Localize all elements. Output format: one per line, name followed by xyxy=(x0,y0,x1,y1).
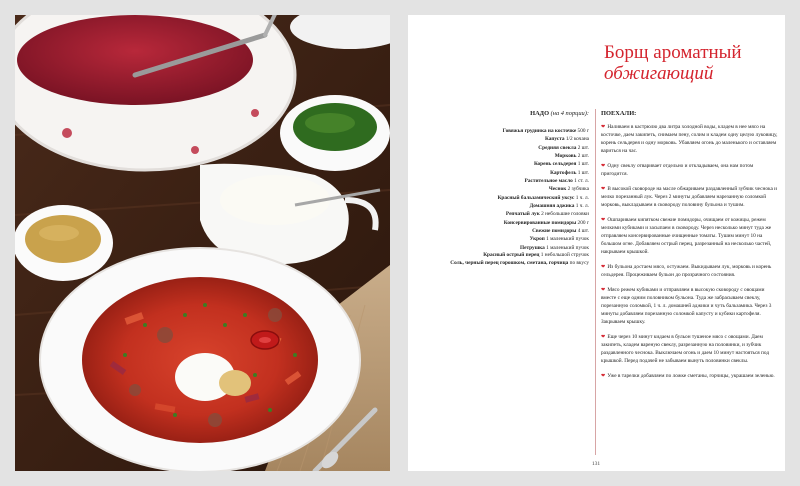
column-divider xyxy=(595,109,596,455)
borscht-photo xyxy=(15,15,390,471)
heart-bullet-icon: ❤ xyxy=(601,124,606,130)
ingredients-servings: (на 4 порции): xyxy=(550,110,589,117)
ingredient-item: Растительное масло 1 ст. л. xyxy=(524,178,589,185)
ingredient-item: Свежие помидоры 4 шт. xyxy=(532,228,589,235)
ingredient-item: Чеснок 2 зубчика xyxy=(548,186,589,193)
heart-bullet-icon: ❤ xyxy=(601,163,606,170)
step-item: ❤ Одну свеклу отваривает отдельно и откладываем, она нам потом пригодится. xyxy=(601,163,754,178)
ingredient-item: Красный острый перец 1 небольшой стручок xyxy=(483,252,589,259)
step-item: ❤ Мясо режем кубиками и отправляем в высокую сковороду с овощами вместе с еще одним половником бульона. Туда же забрасываем свеклу, порезанную соломкой, 1 ч. л. домашней аджики и чуть бальзамика. Через 3 минуты добавляем порезанную соломкой капусту и кубики картофеля. Закрываем крышку. xyxy=(601,286,772,326)
heart-bullet-icon: ❤ xyxy=(601,286,606,293)
ingredient-item: Картофель 1 шт. xyxy=(550,169,589,176)
page-number: 131 xyxy=(591,461,601,467)
step-item: ❤ Из бульона достаем мясо, остужаем. Выкидываем лук, морковь и корень сельдерея. Процеживаем бульон до прозрачного состояния. xyxy=(601,264,772,279)
left-page xyxy=(15,15,390,471)
ingredient-item: Капуста 1/2 кочана xyxy=(545,136,589,143)
recipe-title-line2: обжигающий xyxy=(604,63,714,84)
step-item: ❤ Еще через 10 минут кидаем в бульон тушеное мясо с овощами. Даем закипеть, кладем вареную свеклу, разрезанную на половинки, и зубчик раздавленного чеснока. Выключаем огонь и даем 10 минут настояться под крышкой. Перед подачей не забываем вынуть половинки свеклы. xyxy=(601,334,770,365)
step-item: ❤ Наливаем в кастрюлю два литра холодной воды, кладем в нее мясо на косточке, даем закипеть, снимаем пену, солим и кладем одну целую луковицу, корень сельдерея и одну морковь. Убавляем огонь до маленького и оставляем вариться на час. xyxy=(601,124,778,155)
right-page xyxy=(408,15,785,471)
ingredient-item: Морковь 2 шт. xyxy=(554,153,589,160)
ingredient-item: Репчатый лук 2 небольшие головки xyxy=(505,211,589,218)
heart-bullet-icon: ❤ xyxy=(601,216,606,223)
ingredient-item: Консервированные помидоры 200 г xyxy=(503,219,589,226)
ingredients-list xyxy=(428,127,589,269)
heart-bullet-icon: ❤ xyxy=(601,264,606,271)
ingredient-item: Красный бальзамический уксус 1 ч. л. xyxy=(497,194,589,201)
steps-list xyxy=(601,123,779,387)
heart-bullet-icon: ❤ xyxy=(601,185,606,192)
steps-heading: ПОЕХАЛИ: xyxy=(601,110,637,117)
ingredients-heading-label: НАДО xyxy=(530,110,550,117)
ingredient-item: Корень сельдерея 1 шт. xyxy=(533,161,589,168)
step-item: ❤ Ошпариваем кипятком свежие помидоры, очищаем от кожицы, режем мелкими кубиками и засыпаем в сковороду. Через несколько минут туда же отправляем консервированные очищенные томаты. Тушим минут 10 на большом огне. Добавляем острый перец, разрезанный на несколько частей, накрываем крышкой. xyxy=(601,216,772,256)
ingredient-item: Укроп 1 маленький пучок xyxy=(529,236,589,243)
recipe-title-line1: Борщ ароматный xyxy=(604,42,742,63)
ingredient-item: Говяжья грудинка на косточке 500 г xyxy=(502,128,589,134)
ingredients-heading xyxy=(428,110,589,117)
ingredient-item: Домашняя аджика 1 ч. л. xyxy=(529,203,589,210)
recipe-title xyxy=(604,42,779,84)
ingredient-item: Средняя свекла 2 шт. xyxy=(538,144,589,151)
ingredient-item: Соль, черный перец горошком, сметана, горчица по вкусу xyxy=(450,260,589,267)
ingredient-item: Петрушка 1 маленький пучок xyxy=(520,244,589,251)
step-item: ❤ В высокой сковороде на масле обжариваем раздавленный зубчик чеснока и мелко порезанный лук. Через 2 минуты добавляем нарезанную соломкой морковь, выкладываем в сковороду половину бульона и тушим. xyxy=(601,185,777,209)
heart-bullet-icon: ❤ xyxy=(601,334,606,341)
borscht-illustration xyxy=(15,15,390,471)
heart-bullet-icon: ❤ xyxy=(601,373,606,380)
step-item: ❤ Уже в тарелки добавляем по ложке сметаны, горчицы, украшаем зеленью. xyxy=(601,373,775,380)
